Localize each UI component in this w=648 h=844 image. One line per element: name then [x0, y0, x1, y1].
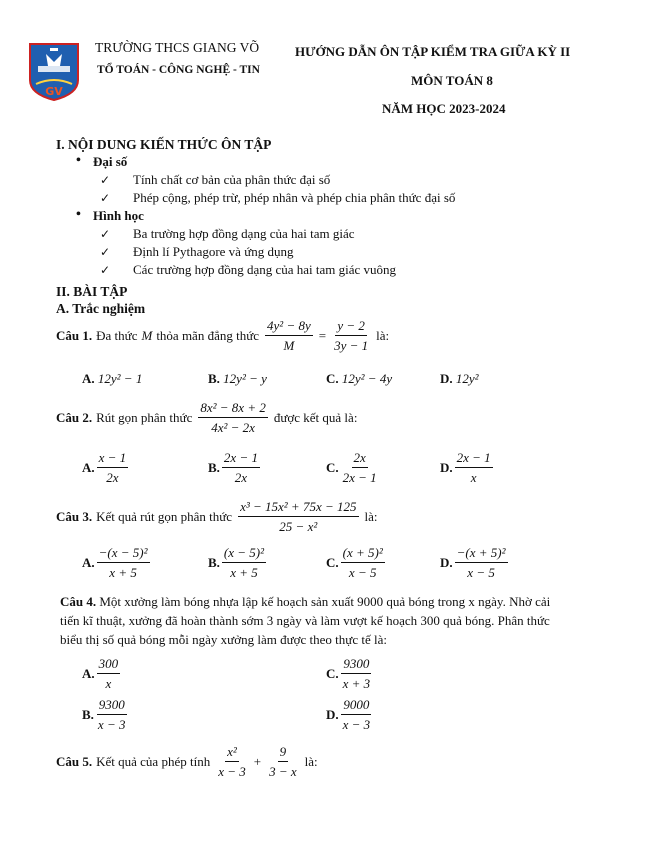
q1-option-d[interactable]: D. 12y²	[440, 371, 479, 386]
question-2: Câu 2. Rút gọn phân thức $\frac{\text{8x² − 8x + 2}}{\text{4x² − 2x}}$ được kết quả là:	[56, 400, 358, 435]
section1-heading: I. NỘI DUNG KIẾN THỨC ÔN TẬP	[56, 137, 272, 152]
q3-option-b[interactable]: B. $\frac{\text{(x − 5)²}}{x + 5}$	[208, 545, 265, 580]
q1-rhs-fraction: $\frac{y - 2}{3y - 1}$	[334, 318, 369, 353]
q3-fraction: $\frac{\text{x³ − 15x² + 75x − 125}}{\text{25 − x²}}$	[240, 499, 357, 534]
algebra-item-1: ✓ Tính chất cơ bản của phân thức đại số	[133, 172, 330, 188]
school-logo	[26, 40, 82, 102]
q3-option-a[interactable]: A. $\frac{\text{−(x − 5)²}}{x + 5}$	[82, 545, 148, 580]
part-a-heading: A. Trắc nghiệm	[56, 301, 146, 316]
q2-option-d[interactable]: D. $\frac{2x - 1}{x}$	[440, 450, 491, 485]
q4-option-d[interactable]: D. $\frac{9000}{x - 3}$	[326, 697, 371, 732]
logo-letters: GV	[45, 85, 63, 98]
q2-fraction: $\frac{\text{8x² − 8x + 2}}{\text{4x² − 2x}}$	[200, 400, 266, 435]
q5-fraction-2: $\frac{9}{3 - x}$	[269, 744, 297, 779]
q1-option-a[interactable]: A. 12y² − 1	[82, 371, 143, 386]
q1-option-b[interactable]: B. 12y² − y	[208, 371, 267, 386]
geometry-item-1: ✓ Ba trường hợp đồng dạng của hai tam giác	[133, 226, 355, 242]
geometry-item-3: ✓ Các trường hợp đồng dạng của hai tam giác vuông	[133, 262, 396, 278]
document-title: HƯỚNG DẪN ÔN TẬP KIỂM TRA GIỮA KỲ II	[295, 44, 571, 59]
group-algebra: • Đại số	[93, 154, 127, 170]
question-3: Câu 3. Kết quả rút gọn phân thức $\frac{\text{x³ − 15x² + 75x − 125}}{\text{25 − x²}}$ là:	[56, 499, 378, 534]
question-4: Câu 4. Một xưởng làm bóng nhựa lập kế hoạch sản xuất 9000 quả bóng trong x ngày. Nhờ cải tiến kĩ thuật, xưởng đã hoàn thành sớm 3 ngày và làm vượt kế hoạch 300 quả bóng. Phân thức biểu thị số quả bóng mỗi ngày xưởng làm được theo thực tế là:	[60, 594, 551, 647]
section2-heading: II. BÀI TẬP	[56, 284, 128, 299]
q2-option-a[interactable]: A. $\frac{x - 1}{2x}$	[82, 450, 127, 485]
school-name: TRƯỜNG THCS GIANG VÕ	[95, 40, 260, 55]
geometry-item-2: ✓ Định lí Pythagore và ứng dụng	[133, 244, 294, 260]
document-year: NĂM HỌC 2023-2024	[382, 101, 506, 116]
q3-option-c[interactable]: C. $\frac{\text{(x + 5)²}}{x - 5}$	[326, 545, 383, 580]
question-1: Câu 1. Đa thức M thỏa mãn đẳng thức $\frac{\text{4y² − 8y}}{M}$ = $\frac{y - 2}{3y - 1}$ là:	[56, 318, 390, 353]
algebra-item-2: ✓ Phép cộng, phép trừ, phép nhân và phép chia phân thức đại số	[133, 190, 455, 206]
q1-lhs-fraction: $\frac{\text{4y² − 8y}}{M}$	[267, 318, 311, 353]
group-geometry: • Hình học	[93, 208, 144, 224]
department-name: TỔ TOÁN - CÔNG NGHỆ - TIN	[97, 64, 260, 76]
q4-option-b[interactable]: B. $\frac{9300}{x - 3}$	[82, 697, 126, 732]
q2-option-c[interactable]: C. $\frac{2x}{2x - 1}$	[326, 450, 377, 485]
document-subject: MÔN TOÁN 8	[411, 73, 493, 88]
q3-option-d[interactable]: D. $\frac{\text{−(x + 5)²}}{x - 5}$	[440, 545, 506, 580]
q5-fraction-1: $\frac{\text{x²}}{x - 3}$	[218, 744, 246, 779]
q2-option-b[interactable]: B. $\frac{2x - 1}{2x}$	[208, 450, 258, 485]
q4-option-a[interactable]: A. $\frac{300}{x}$	[82, 656, 119, 691]
q1-option-c[interactable]: C. 12y² − 4y	[326, 371, 393, 386]
question-5: Câu 5. Kết quả của phép tính $\frac{\text{x²}}{x - 3}$ + $\frac{9}{3 - x}$ là:	[56, 744, 318, 779]
q4-option-c[interactable]: C. $\frac{9300}{x + 3}$	[326, 656, 371, 691]
